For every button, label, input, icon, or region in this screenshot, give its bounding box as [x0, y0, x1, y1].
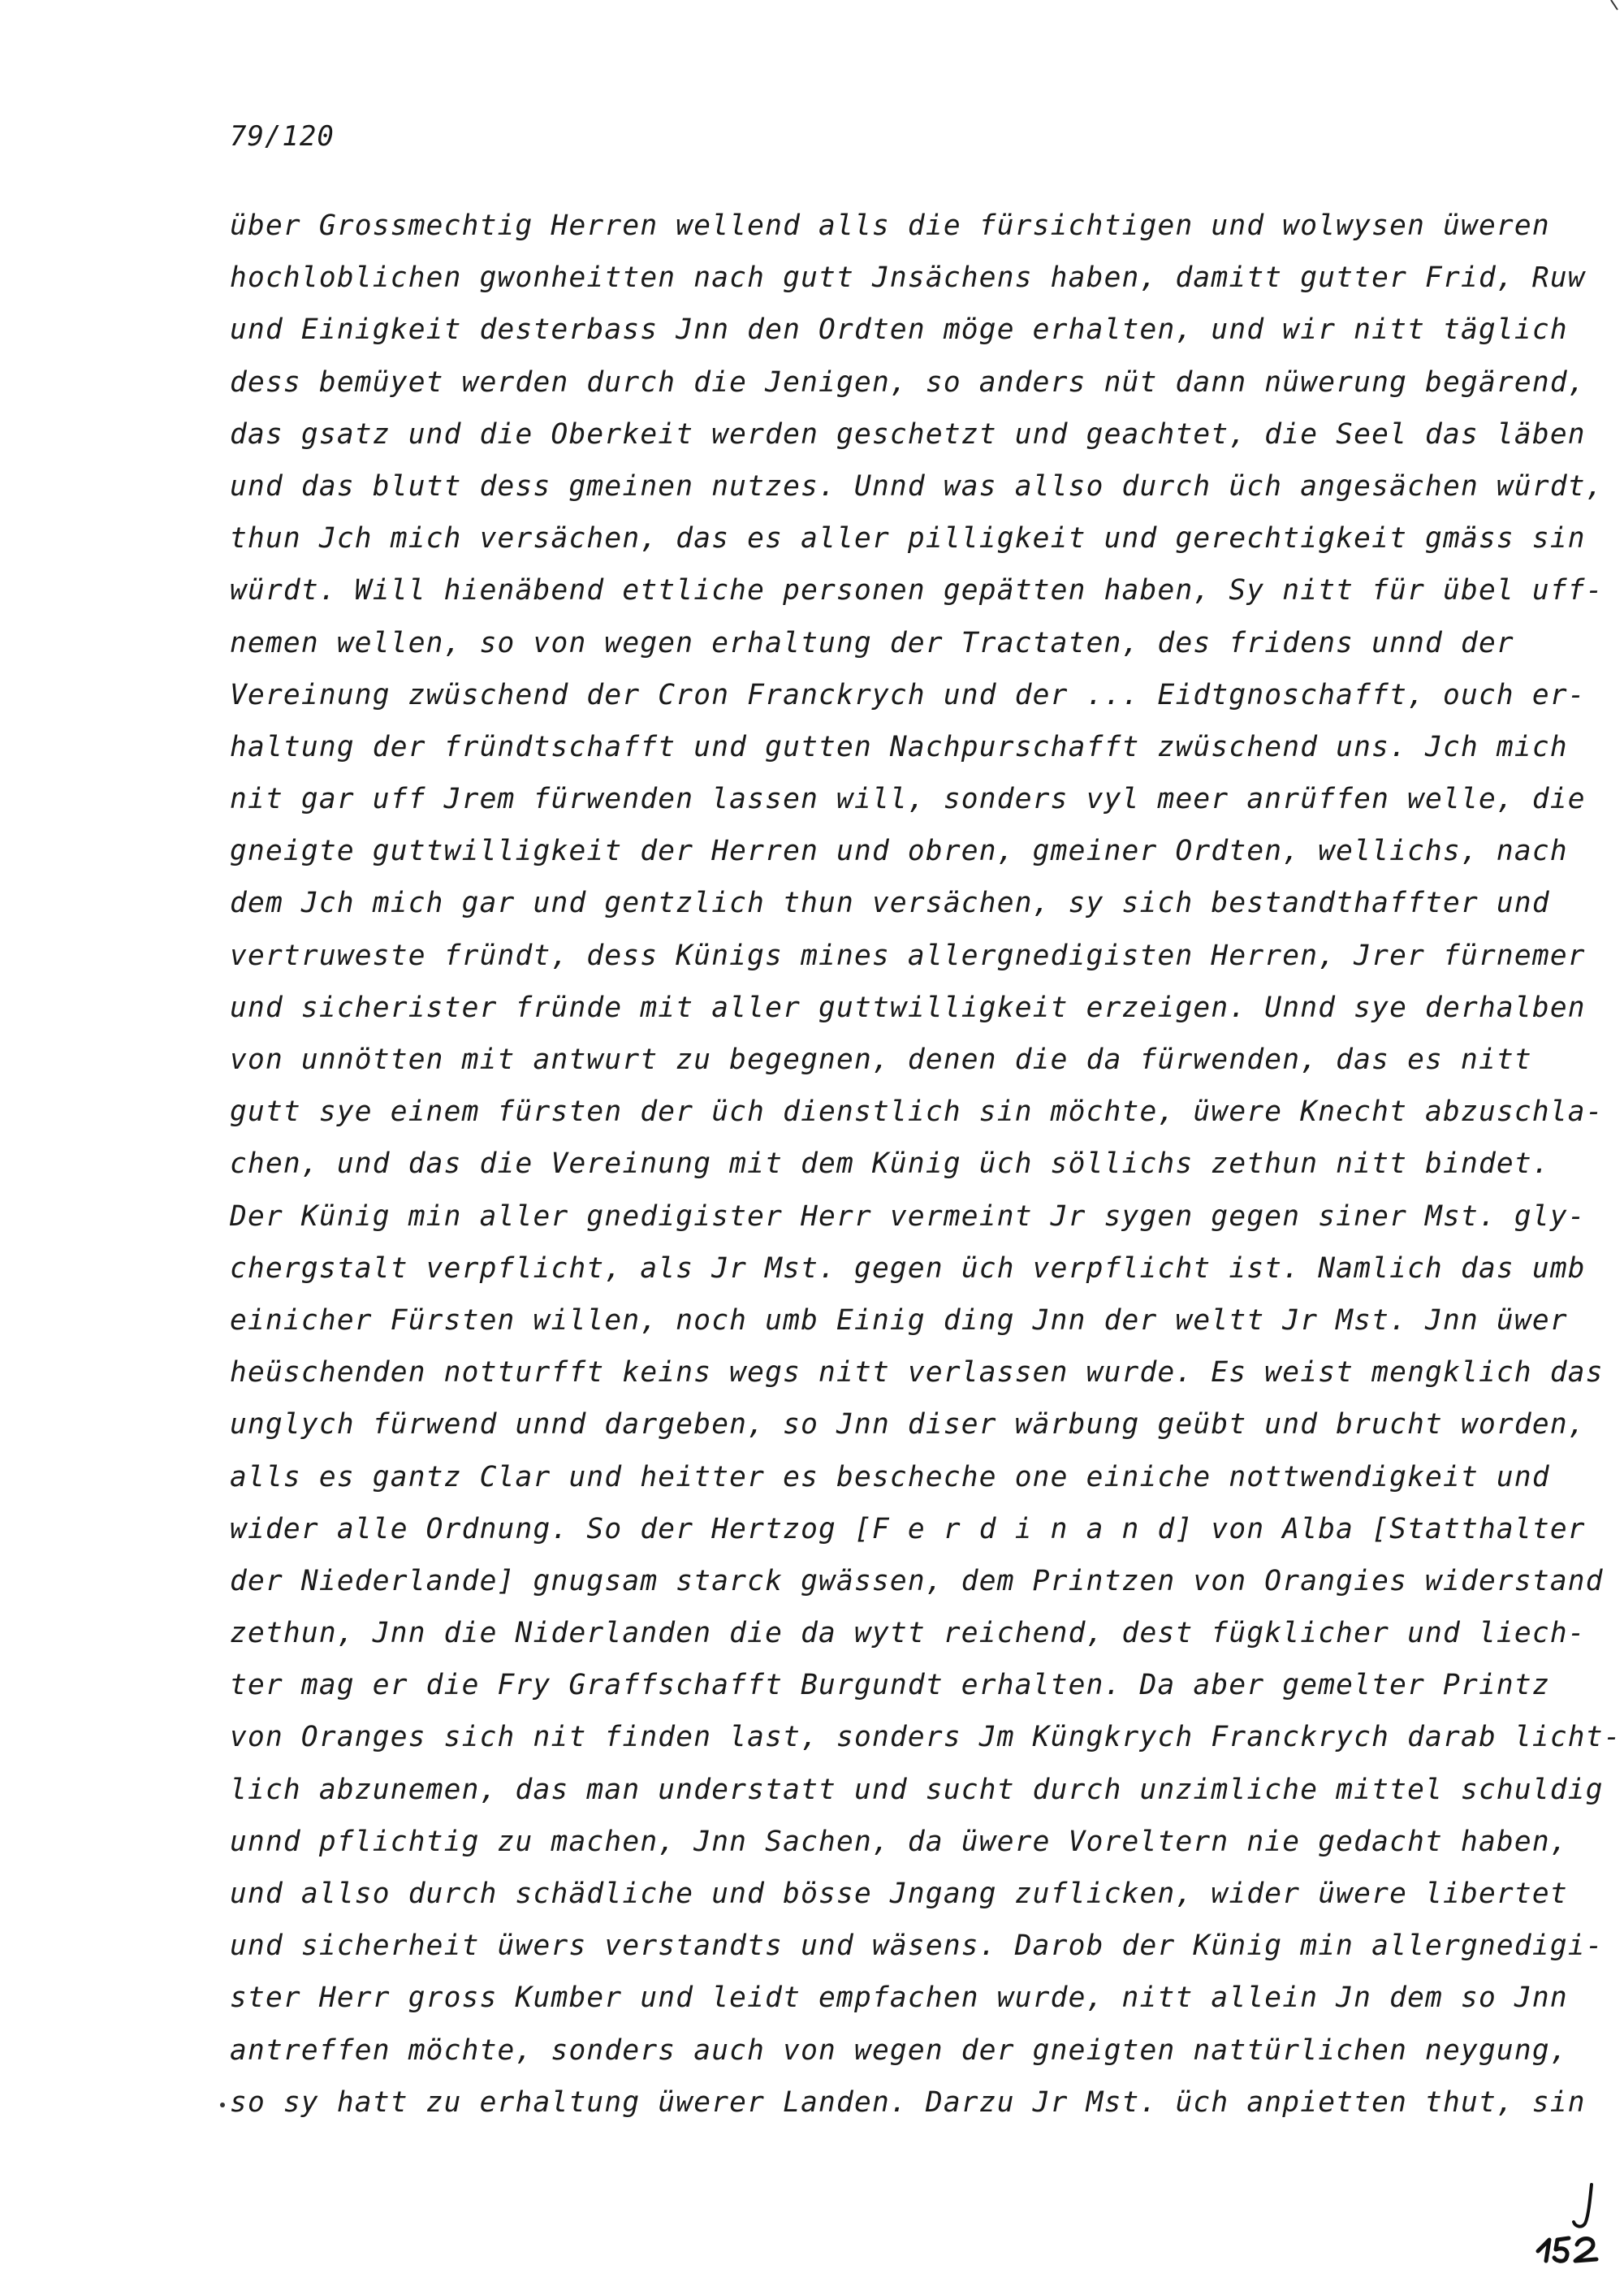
text-line: und Einigkeit desterbass Jnn den Ordten möge erhalten, und wir nitt täglich: [230, 313, 1568, 347]
margin-dot: [220, 2103, 225, 2107]
text-line: und sicherister fründe mit aller guttwilligkeit erzeigen. Unnd sye derhalben: [230, 991, 1586, 1024]
text-line: und sicherheit üwers verstandts und wäsens. Darob der Künig min allergnedigi-: [230, 1930, 1604, 1963]
text-line: dem Jch mich gar und gentzlich thun versächen, sy sich bestandthaffter und: [230, 887, 1550, 920]
text-line: dess bemüyet werden durch die Jenigen, so anders nüt dann nüwerung begärend,: [230, 365, 1586, 399]
text-line: zethun, Jnn die Niderlanden die da wytt reichend, dest fügklicher und liech-: [230, 1617, 1586, 1650]
text-line: unglych fürwend unnd dargeben, so Jnn diser wärbung geübt und brucht worden,: [230, 1408, 1586, 1441]
text-line: würdt. Will hienäbend ettliche personen gepätten haben, Sy nitt für übel uff-: [230, 574, 1604, 607]
text-line: ster Herr gross Kumber und leidt empfachen wurde, nitt allein Jn dem so Jnn: [230, 1982, 1568, 2015]
text-line: thun Jch mich versächen, das es aller pilligkeit und gerechtigkeit gmäss sin: [230, 522, 1586, 555]
text-line: alls es gantz Clar und heitter es bescheche one einiche nottwendigkeit und: [230, 1460, 1550, 1493]
text-line: der Niederlande] gnugsam starck gwässen, dem Printzen von Orangies widerstand: [230, 1564, 1604, 1597]
text-line: und allso durch schädliche und bösse Jngang zuflicken, wider üwere libertet: [230, 1878, 1568, 1910]
text-line: so sy hatt zu erhaltung üwerer Landen. Darzu Jr Mst. üch anpietten thut, sin: [230, 2085, 1586, 2119]
handwritten-folio-number: [1527, 2176, 1616, 2266]
text-line: und das blutt dess gmeinen nutzes. Unnd was allso durch üch angesächen würdt,: [230, 469, 1604, 503]
text-line: chergstalt verpflicht, als Jr Mst. gegen üch verpflicht ist. Namlich das umb: [230, 1251, 1586, 1285]
text-line: Vereinung zwüschend der Cron Franckrych und der ... Eidtgnoschafft, ouch er-: [230, 678, 1586, 711]
text-line: das gsatz und die Oberkeit werden geschetzt und geachtet, die Seel das läben: [230, 417, 1586, 451]
text-line: gutt sye einem fürsten der üch dienstlich sin möchte, üwere Knecht abzuschla-: [230, 1096, 1604, 1129]
text-line: haltung der fründtschafft und gutten Nachpurschafft zwüschend uns. Jch mich: [230, 730, 1568, 763]
text-line: vertruweste fründt, dess Künigs mines allergnedigisten Herren, Jrer fürnemer: [230, 939, 1586, 972]
text-line: unnd pflichtig zu machen, Jnn Sachen, da üwere Voreltern nie gedacht haben,: [230, 1825, 1568, 1858]
text-line: von Oranges sich nit finden last, sonders Jm Küngkrych Franckrych darab licht-: [230, 1721, 1622, 1754]
text-line: hochloblichen gwonheitten nach gutt Jnsächens haben, damitt gutter Frid, Ruw: [230, 261, 1586, 295]
text-line: nit gar uff Jrem fürwenden lassen will, sonders vyl meer anrüffen welle, die: [230, 783, 1586, 816]
text-line: über Grossmechtig Herren wellend alls die fürsichtigen und wolwysen üweren: [230, 210, 1550, 242]
text-line: Der Künig min aller gnedigister Herr vermeint Jr sygen gegen siner Mst. gly-: [230, 1199, 1586, 1233]
text-line: antreffen möchte, sonders auch von wegen der gneigten nattürlichen neygung,: [230, 2033, 1568, 2067]
text-line: gneigte guttwilligkeit der Herren und obren, gmeiner Ordten, wellichs, nach: [230, 835, 1568, 868]
text-line: von unnötten mit antwurt zu begegnen, denen die da fürwenden, das es nitt: [230, 1044, 1532, 1076]
body-text: [230, 200, 1622, 2129]
page-number: 79/120: [230, 120, 335, 153]
text-line: wider alle Ordnung. So der Hertzog [F e r d i n a n d] von Alba [Statthalter: [230, 1512, 1586, 1545]
text-line: nemen wellen, so von wegen erhaltung der Tractaten, des fridens unnd der: [230, 626, 1514, 659]
text-line: heüschenden notturfft keins wegs nitt verlassen wurde. Es weist mengklich das: [230, 1356, 1604, 1389]
text-line: ter mag er die Fry Graffschafft Burgundt erhalten. Da aber gemelter Printz: [230, 1669, 1550, 1702]
corner-mark: [1609, 0, 1624, 15]
text-line: lich abzunemen, das man understatt und sucht durch unzimliche mittel schuldig: [230, 1773, 1604, 1806]
text-line: einicher Fürsten willen, noch umb Einig ding Jnn der weltt Jr Mst. Jnn üwer: [230, 1303, 1568, 1337]
text-line: chen, und das die Vereinung mit dem Künig üch söllichs zethun nitt bindet.: [230, 1147, 1550, 1181]
